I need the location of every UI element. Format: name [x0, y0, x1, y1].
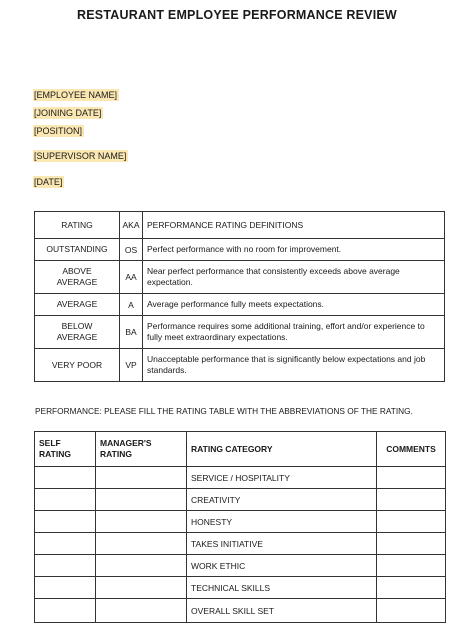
performance-rating-table — [34, 431, 446, 623]
definition-row — [35, 261, 445, 294]
comments-cell[interactable] — [377, 533, 446, 555]
managers-rating-cell[interactable] — [96, 599, 187, 623]
rating-definition: Perfect performance with no room for improvement. — [143, 239, 445, 261]
self-rating-cell[interactable] — [35, 533, 96, 555]
comments-cell[interactable] — [377, 599, 446, 623]
performance-row — [35, 555, 446, 577]
rating-category: CREATIVITY — [187, 489, 377, 511]
comments-cell[interactable] — [377, 489, 446, 511]
header-line: MANAGER'S — [100, 438, 152, 448]
definition-row — [35, 316, 445, 349]
header-line: RATING — [39, 449, 71, 459]
rating-name — [35, 261, 120, 294]
self-rating-cell[interactable] — [35, 599, 96, 623]
rating-category: HONESTY — [187, 511, 377, 533]
rating-definition: Performance requires some additional training, effort and/or experience to fully meet extraordinary expectations. — [143, 316, 445, 349]
performance-row — [35, 511, 446, 533]
managers-rating-cell[interactable] — [96, 467, 187, 489]
rating-category: OVERALL SKILL SET — [187, 599, 377, 623]
definitions-header-row — [35, 212, 445, 239]
rating-name: AVERAGE — [35, 294, 120, 316]
definition-row — [35, 239, 445, 261]
date-field[interactable]: [DATE] — [34, 177, 63, 187]
rating-abbreviation: A — [120, 294, 143, 316]
rating-name-line: AVERAGE — [56, 332, 98, 342]
managers-rating-cell[interactable] — [96, 555, 187, 577]
rating-abbreviation: VP — [120, 349, 143, 382]
comments-column-header: COMMENTS — [377, 432, 446, 467]
supervisor-name-field[interactable]: [SUPERVISOR NAME] — [34, 151, 127, 161]
rating-name-line: BELOW — [61, 321, 93, 331]
definition-column-header: PERFORMANCE RATING DEFINITIONS — [143, 212, 445, 239]
rating-abbreviation: AA — [120, 261, 143, 294]
rating-name-line: AVERAGE — [56, 277, 98, 287]
managers-rating-column-header — [96, 432, 187, 467]
rating-category: TECHNICAL SKILLS — [187, 577, 377, 599]
managers-rating-cell[interactable] — [96, 511, 187, 533]
aka-column-header: AKA — [120, 212, 143, 239]
rating-category: SERVICE / HOSPITALITY — [187, 467, 377, 489]
self-rating-cell[interactable] — [35, 467, 96, 489]
managers-rating-cell[interactable] — [96, 489, 187, 511]
self-rating-cell[interactable] — [35, 489, 96, 511]
rating-abbreviation: BA — [120, 316, 143, 349]
rating-column-header: RATING — [35, 212, 120, 239]
managers-rating-cell[interactable] — [96, 577, 187, 599]
rating-name — [35, 316, 120, 349]
performance-row — [35, 599, 446, 623]
header-line: RATING — [100, 449, 132, 459]
self-rating-cell[interactable] — [35, 511, 96, 533]
self-rating-column-header — [35, 432, 96, 467]
comments-cell[interactable] — [377, 555, 446, 577]
rating-category-column-header: RATING CATEGORY — [187, 432, 377, 467]
joining-date-field[interactable]: [JOINING DATE] — [34, 108, 102, 118]
rating-abbreviation: OS — [120, 239, 143, 261]
rating-name-line: ABOVE — [62, 266, 92, 276]
rating-definition: Unacceptable performance that is significantly below expectations and job standards. — [143, 349, 445, 382]
rating-definitions-table — [34, 211, 445, 382]
comments-cell[interactable] — [377, 467, 446, 489]
self-rating-cell[interactable] — [35, 577, 96, 599]
performance-instructions: PERFORMANCE: PLEASE FILL THE RATING TABLE WITH THE ABBREVIATIONS OF THE RATING. — [35, 406, 413, 416]
comments-cell[interactable] — [377, 577, 446, 599]
rating-category: TAKES INITIATIVE — [187, 533, 377, 555]
rating-category: WORK ETHIC — [187, 555, 377, 577]
definition-row — [35, 349, 445, 382]
rating-name: VERY POOR — [35, 349, 120, 382]
performance-row — [35, 489, 446, 511]
employee-name-field[interactable]: [EMPLOYEE NAME] — [34, 90, 118, 100]
rating-definition: Near perfect performance that consistently exceeds above average expectation. — [143, 261, 445, 294]
definition-row — [35, 294, 445, 316]
performance-row — [35, 577, 446, 599]
performance-header-row — [35, 432, 446, 467]
header-line: SELF — [39, 438, 61, 448]
self-rating-cell[interactable] — [35, 555, 96, 577]
position-field[interactable]: [POSITION] — [34, 126, 83, 136]
managers-rating-cell[interactable] — [96, 533, 187, 555]
page-title: RESTAURANT EMPLOYEE PERFORMANCE REVIEW — [77, 8, 397, 22]
rating-name: OUTSTANDING — [35, 239, 120, 261]
rating-definition: Average performance fully meets expectations. — [143, 294, 445, 316]
performance-row — [35, 467, 446, 489]
comments-cell[interactable] — [377, 511, 446, 533]
performance-row — [35, 533, 446, 555]
